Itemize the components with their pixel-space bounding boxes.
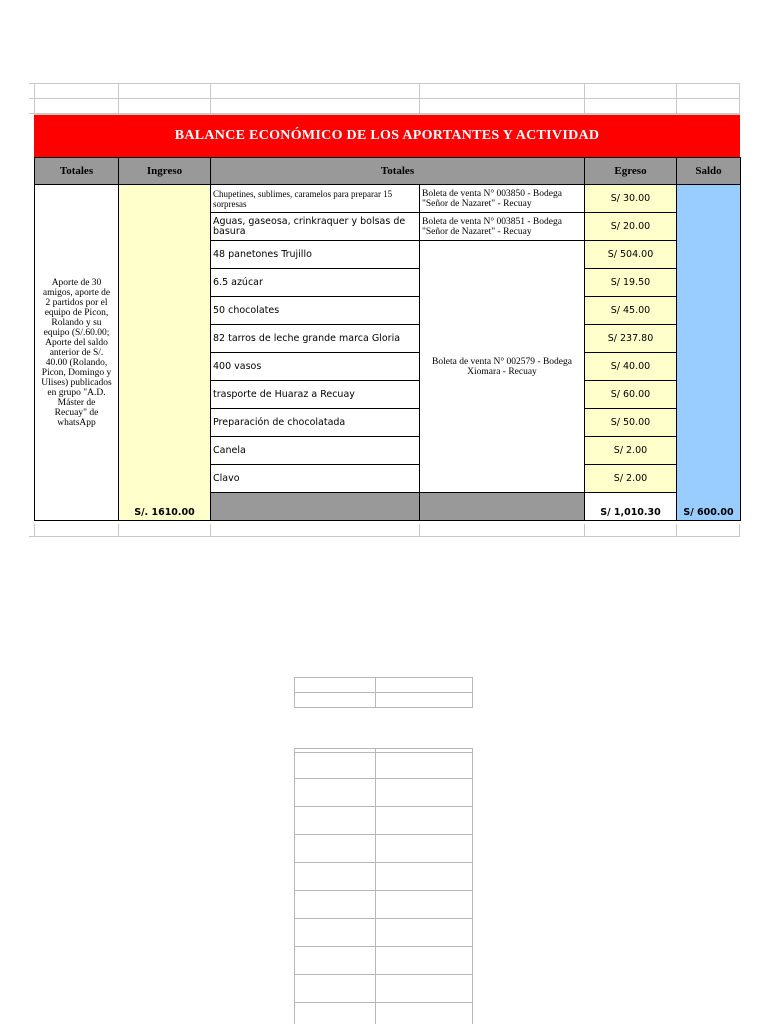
grid-line bbox=[294, 890, 473, 891]
ingreso-total: S/. 1610.00 bbox=[119, 185, 211, 521]
grid-line bbox=[676, 524, 677, 537]
item-description: trasporte de Huaraz a Recuay bbox=[211, 381, 420, 409]
grid-line bbox=[472, 748, 473, 1024]
grid-line bbox=[584, 524, 585, 537]
item-egreso: S/ 60.00 bbox=[585, 381, 677, 409]
grid-line bbox=[584, 83, 585, 114]
grid-line bbox=[29, 98, 740, 99]
grid-line bbox=[676, 83, 677, 114]
grid-line bbox=[375, 748, 376, 1024]
grid-line bbox=[294, 862, 473, 863]
grid-line bbox=[34, 524, 35, 537]
item-description: 6.5 azúcar bbox=[211, 269, 420, 297]
header-saldo: Saldo bbox=[677, 158, 741, 185]
grid-line bbox=[29, 536, 740, 537]
grid-line bbox=[294, 778, 473, 779]
grid-line bbox=[294, 806, 473, 807]
item-description: Clavo bbox=[211, 465, 420, 493]
grid-line bbox=[294, 748, 295, 1024]
grid-line bbox=[210, 83, 211, 114]
header-totales-desc: Totales bbox=[211, 158, 585, 185]
grid-line bbox=[294, 748, 473, 749]
grid-line bbox=[118, 524, 119, 537]
item-egreso: S/ 20.00 bbox=[585, 213, 677, 241]
grid-line bbox=[739, 83, 740, 114]
item-egreso: S/ 504.00 bbox=[585, 241, 677, 269]
grid-line bbox=[294, 677, 473, 678]
totals-filler bbox=[211, 493, 420, 521]
item-egreso: S/ 2.00 bbox=[585, 437, 677, 465]
item-description: Aguas, gaseosa, crinkraquer y bolsas de basura bbox=[211, 213, 420, 241]
grid-line bbox=[294, 692, 473, 693]
aporte-description: Aporte de 30 amigos, aporte de 2 partidos por el equipo de Picon, Rolando y su equipo (S/.60.00; Aporte del saldo anterior de S/. 40.00 (Rolando, Picon, Domingo y Ulises) publicados en grupo "A.D. Máster de Recuay" de whatsApp bbox=[35, 185, 119, 521]
receipt-3: Boleta de venta N° 002579 - Bodega Xiomara - Recuay bbox=[420, 241, 585, 493]
item-description: Preparación de chocolatada bbox=[211, 409, 420, 437]
header-totales: Totales bbox=[35, 158, 119, 185]
item-egreso: S/ 19.50 bbox=[585, 269, 677, 297]
item-egreso: S/ 237.80 bbox=[585, 325, 677, 353]
grid-line bbox=[34, 83, 35, 114]
grid-line bbox=[419, 524, 420, 537]
item-description: 48 panetones Trujillo bbox=[211, 241, 420, 269]
totals-filler bbox=[420, 493, 585, 521]
grid-line bbox=[210, 524, 211, 537]
grid-line bbox=[294, 1002, 473, 1003]
header-egreso: Egreso bbox=[585, 158, 677, 185]
grid-line bbox=[118, 83, 119, 114]
balance-table bbox=[34, 157, 741, 521]
grid-line bbox=[375, 677, 376, 708]
table-row bbox=[35, 185, 741, 213]
grid-line bbox=[472, 677, 473, 708]
grid-line bbox=[739, 524, 740, 537]
grid-line bbox=[294, 974, 473, 975]
item-description: 50 chocolates bbox=[211, 297, 420, 325]
receipt-2: Boleta de venta N° 003851 - Bodega "Señor de Nazaret" - Recuay bbox=[420, 213, 585, 241]
grid-line bbox=[29, 83, 740, 84]
grid-line bbox=[294, 677, 295, 708]
receipt-1: Boleta de venta N° 003850 - Bodega "Señor de Nazaret" - Recuay bbox=[420, 185, 585, 213]
item-egreso: S/ 2.00 bbox=[585, 465, 677, 493]
balance-title: BALANCE ECONÓMICO DE LOS APORTANTES Y ACTIVIDAD bbox=[34, 114, 740, 157]
item-description: Canela bbox=[211, 437, 420, 465]
grid-line bbox=[294, 752, 473, 753]
grid-line bbox=[294, 946, 473, 947]
header-ingreso: Ingreso bbox=[119, 158, 211, 185]
egreso-total: S/ 1,010.30 bbox=[585, 493, 677, 521]
grid-line bbox=[294, 918, 473, 919]
grid-line bbox=[294, 834, 473, 835]
item-egreso: S/ 50.00 bbox=[585, 409, 677, 437]
header-row bbox=[35, 158, 741, 185]
item-description: Chupetines, sublimes, caramelos para preparar 15 sorpresas bbox=[211, 185, 420, 213]
grid-line bbox=[419, 83, 420, 114]
saldo-total: S/ 600.00 bbox=[677, 185, 741, 521]
item-description: 400 vasos bbox=[211, 353, 420, 381]
item-egreso: S/ 30.00 bbox=[585, 185, 677, 213]
item-egreso: S/ 40.00 bbox=[585, 353, 677, 381]
item-description: 82 tarros de leche grande marca Gloria bbox=[211, 325, 420, 353]
item-egreso: S/ 45.00 bbox=[585, 297, 677, 325]
grid-line bbox=[294, 707, 473, 708]
